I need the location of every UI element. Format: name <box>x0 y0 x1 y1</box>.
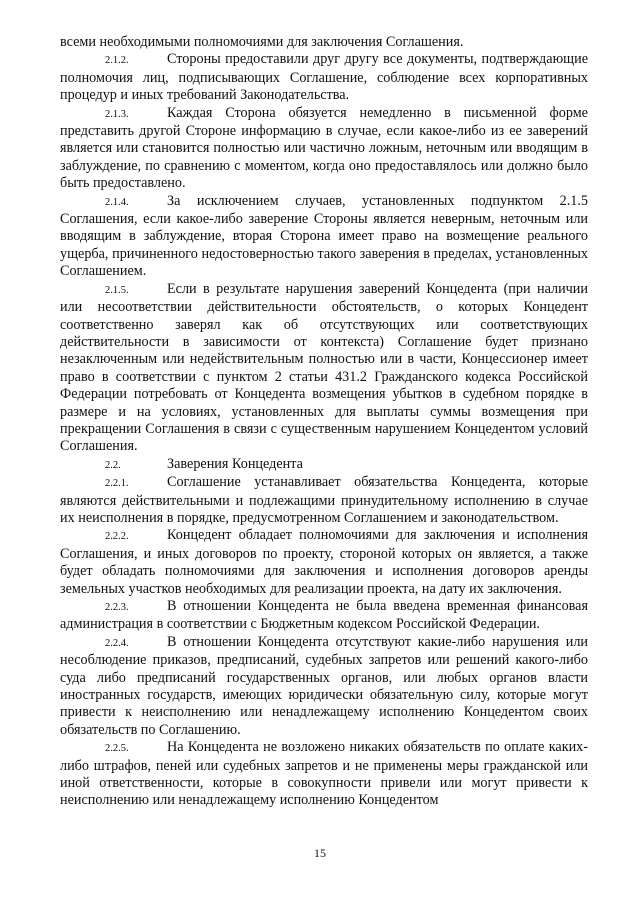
paragraph-text: На Концедента не возложено никаких обязательств по оплате каких-либо штрафов, пеней или судебных запретов и не применены меры гражданской или иной ответственности, которые в совокупности привели или могут привести к неисполнению или ненадлежащему исполнению Концедентом <box>60 739 588 809</box>
paragraph-text: Соглашение устанавливает обязательства Концедента, которые являются действительными и подлежащими принудительному исполнению в случае их неисполнения в порядке, предусмотренном Соглашением и законодательством. <box>60 474 588 526</box>
paragraph <box>60 105 588 193</box>
clause-number: 2.2.1. <box>105 478 129 490</box>
paragraph-text: Если в результате нарушения заверений Концедента (при наличии или несоответствии действительности обстоятельств, о которых Концедент соответственно заверял как об отсутствующих или соответствующих действительности в зависимости от контекста) Соглашение будет признано незаключенным или недействительным полностью или в части, Концессионер имеет право в соответствии с пунктом 2 статьи 431.2 Гражданского кодекса Российской Федерации потребовать от Концедента возмещения убытков в судебном порядке в размере и на условиях, установленных для выплаты суммы возмещения при прекращении Соглашения в связи с существенным нарушением Концедентом условий Соглашения. <box>60 280 588 455</box>
paragraph <box>60 598 588 634</box>
clause-number: 2.2.3. <box>105 602 129 613</box>
paragraph-text: В отношении Концедента отсутствуют какие-либо нарушения или несоблюдение приказов, предписаний, судебных запретов или решений какого-либо суда либо предписаний государственных органов, или любых органов власти иностранных государств, имеющих юридически обязательную силу, которые могут привести к неисполнению или ненадлежащему исполнению Концедентом своих обязательств по Соглашению. <box>60 633 588 738</box>
paragraph-text: Каждая Сторона обязуется немедленно в письменной форме представить другой Стороне информацию в случае, если какое-либо из ее заверений является или становится полностью или частично ложным, неточным или вводящим в заблуждение, по сравнению с моментом, когда оно предоставлялось или должно было быть предоставлено. <box>60 104 588 192</box>
clause-number: 2.2. <box>105 459 121 471</box>
paragraph <box>60 739 588 810</box>
paragraph-text: Стороны предоставили друг другу все документы, подтверждающие полномочия лиц, подписывающих Соглашение, соблюдение всех корпоративных процедур и иных требований Законодательства. <box>60 51 588 104</box>
page-number: 15 <box>314 846 326 860</box>
clause-number: 2.2.2. <box>105 531 129 543</box>
clause-number: 2.1.2. <box>105 55 129 67</box>
document-body <box>60 34 588 810</box>
section-heading <box>60 456 588 474</box>
paragraph-text: Заверения Концедента <box>167 455 303 472</box>
paragraph-text: За исключением случаев, установленных подпунктом 2.1.5 Соглашения, если какое-либо заверение Стороны является неверным, неточным или вводящим в заблуждение, вторая Сторона имеет право на возмещение реального ущерба, причиненного недостоверностью такого заверения в пределах, установленных Соглашением. <box>60 192 588 280</box>
paragraph <box>60 51 588 104</box>
clause-number: 2.2.4. <box>105 637 129 649</box>
clause-number: 2.1.3. <box>105 108 129 120</box>
paragraph <box>60 281 588 456</box>
paragraph-text: всеми необходимыми полномочиями для заключения Соглашения. <box>60 34 464 50</box>
clause-number: 2.1.4. <box>105 196 129 208</box>
clause-number: 2.1.5. <box>105 284 129 296</box>
paragraph <box>60 193 588 281</box>
clause-number: 2.2.5. <box>105 743 129 755</box>
paragraph <box>60 474 588 527</box>
paragraph <box>60 34 588 51</box>
paragraph-text: В отношении Концедента не была введена временная финансовая администрация в соответствии с Бюджетным кодексом Российской Федерации. <box>60 598 588 633</box>
paragraph <box>60 527 588 598</box>
paragraph <box>60 634 588 739</box>
paragraph-text: Концедент обладает полномочиями для заключения и исполнения Соглашения, и иных договоров по проекту, стороной которых он является, а также будет обладать полномочиями для заключения и исполнения договоров аренды земельных участков необходимых для реализации проекта, на дату их заключения. <box>60 527 588 597</box>
